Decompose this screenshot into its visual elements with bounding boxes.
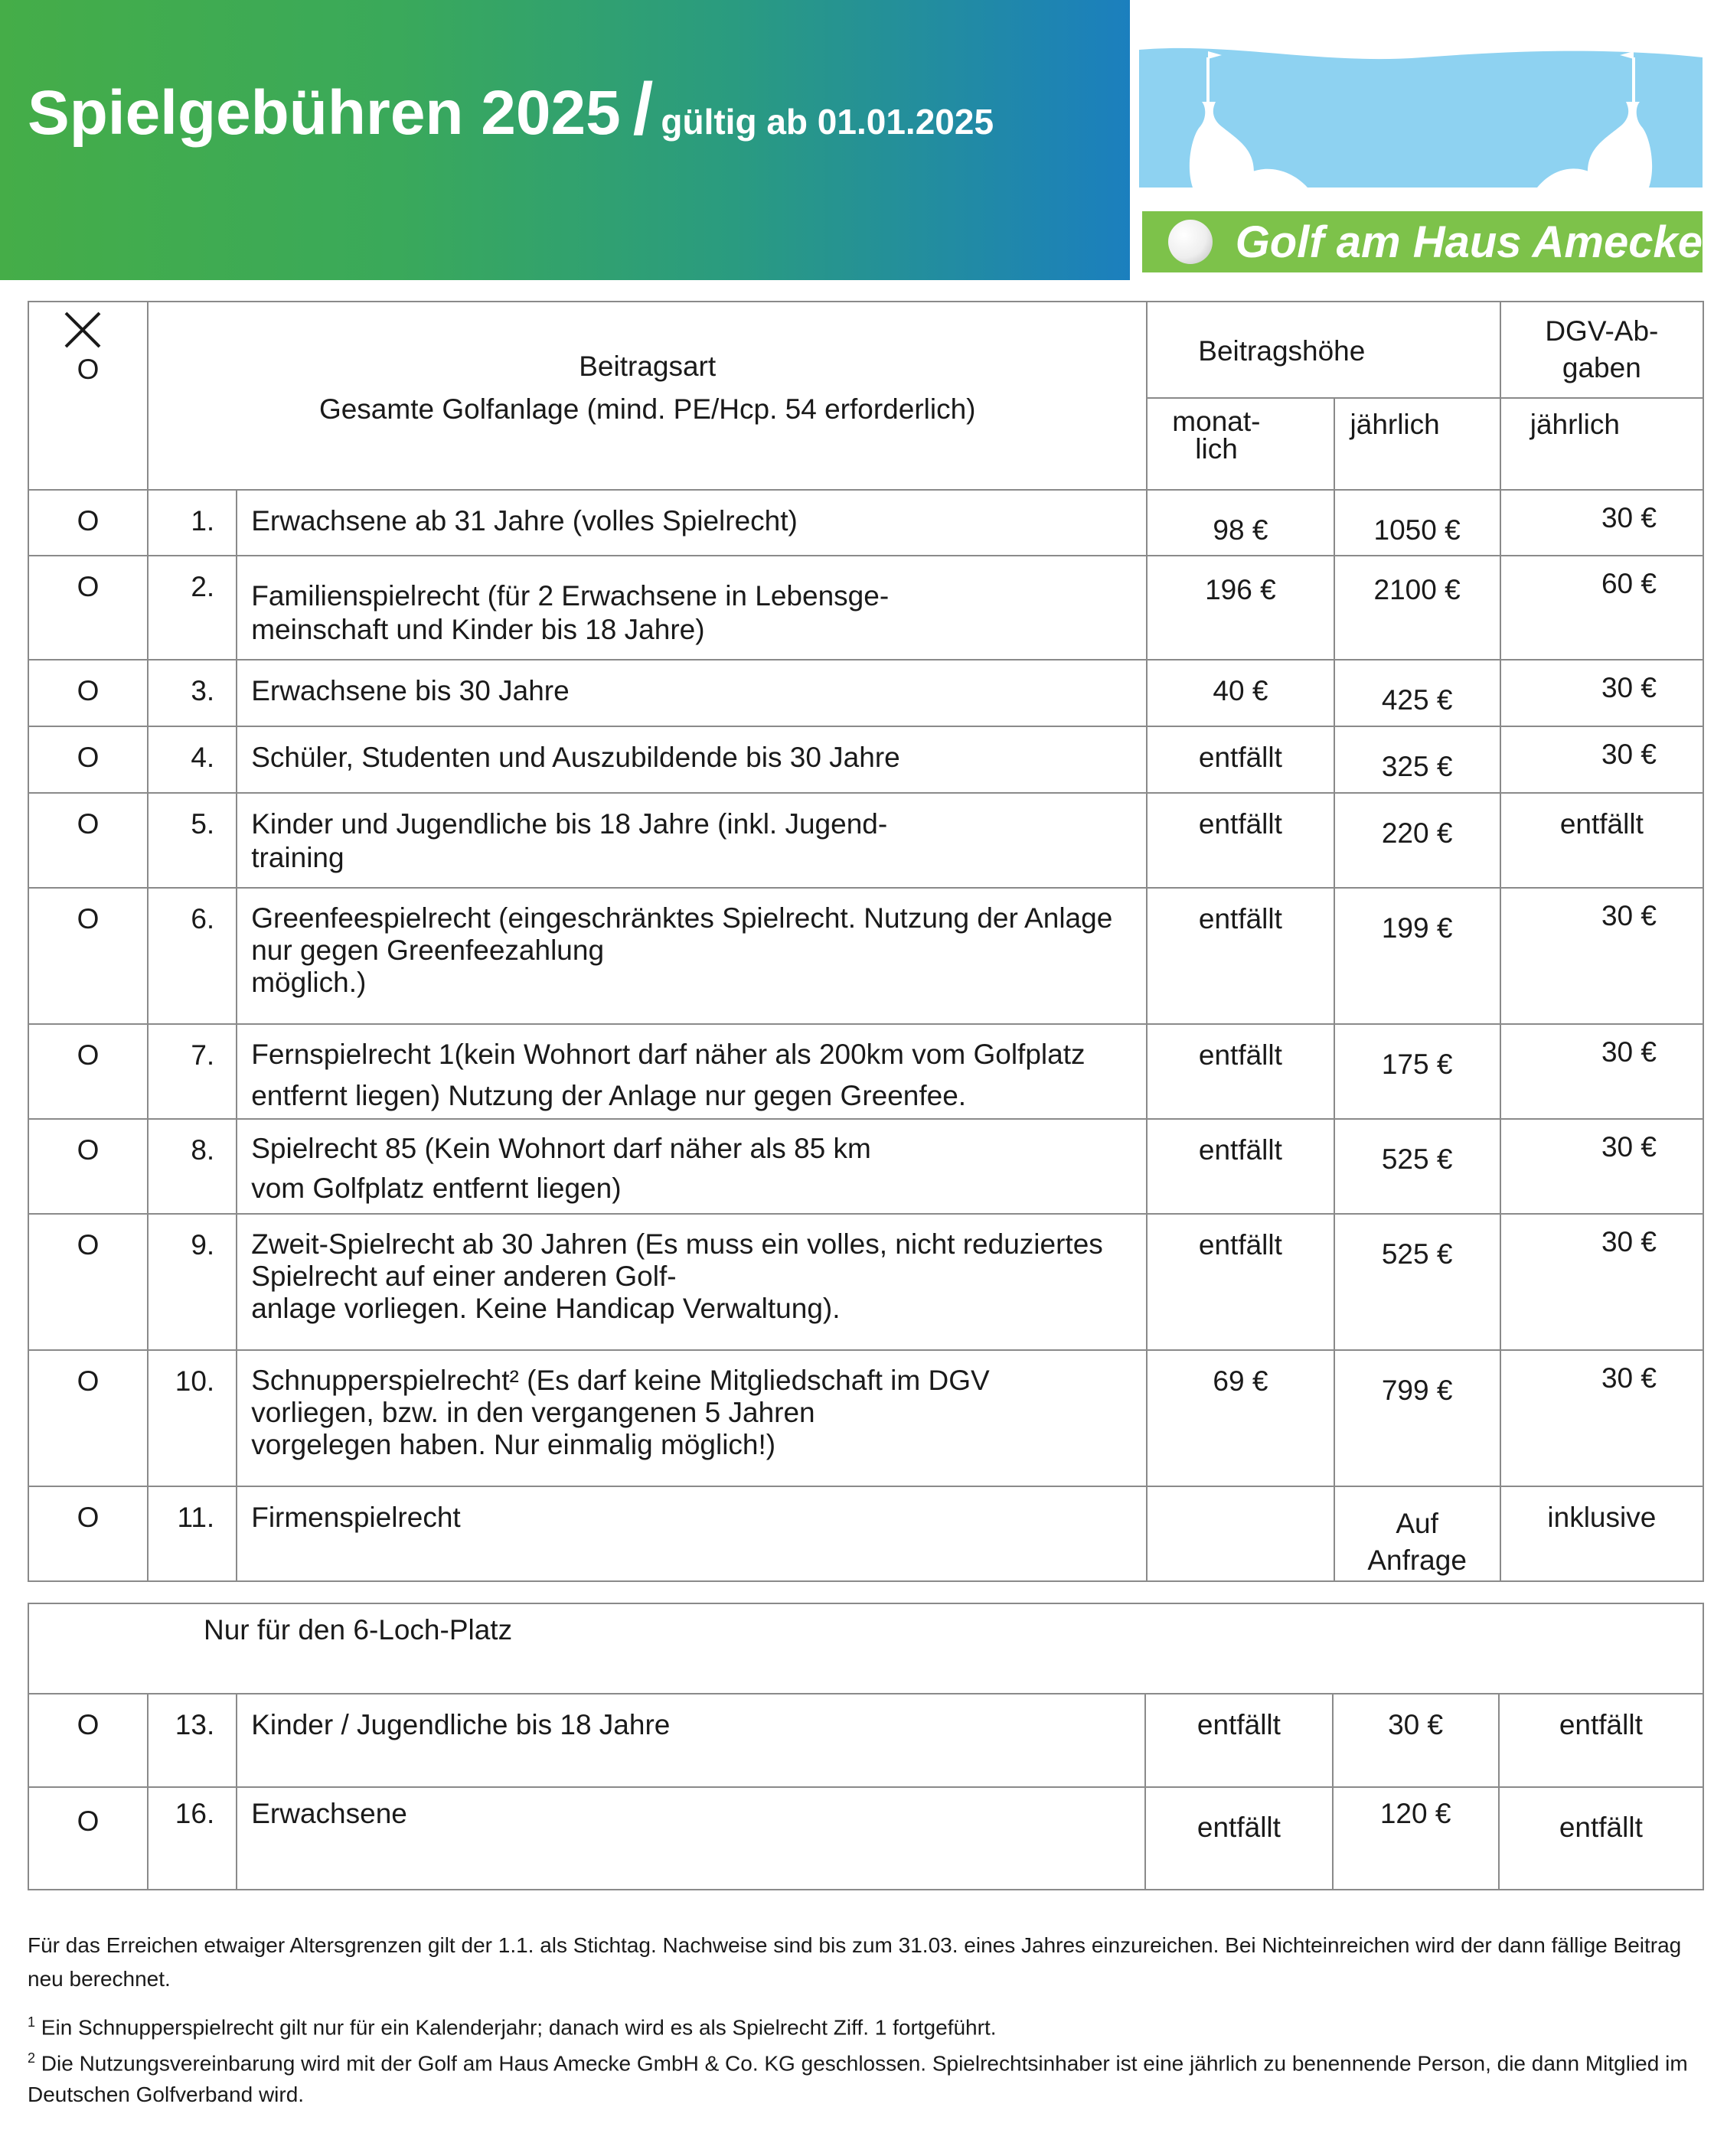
row-yearly: 175 € <box>1334 1024 1500 1119</box>
header-art-cell <box>148 302 1147 490</box>
row-mark: O <box>28 490 148 556</box>
header-monthly-line1: monat- <box>1172 406 1261 438</box>
table-row <box>28 1350 1703 1486</box>
row-yearly <box>1334 1486 1500 1581</box>
desc-line: vorliegen, bzw. in den vergangenen 5 Jahren <box>251 1397 815 1428</box>
header-dgv-cell <box>1500 302 1703 398</box>
row-number: 7. <box>148 1024 237 1119</box>
row-number: 4. <box>148 726 237 793</box>
row-number: 8. <box>148 1119 237 1214</box>
row-dgv: 30 € <box>1500 1214 1703 1350</box>
note-age-limits: Für das Erreichen etwaiger Altersgrenzen gilt der 1.1. als Stichtag. Nachweise sind bis zum 31.03. eines Jahres einzureichen. Bei Nichteinreichen wird der dann fällige Beitrag neu berechnet. <box>28 1933 1682 1991</box>
cross-icon <box>63 310 103 350</box>
yearly-line: Anfrage <box>1367 1544 1467 1576</box>
row-yearly: 525 € <box>1334 1214 1500 1350</box>
yearly-line: Auf <box>1396 1508 1438 1539</box>
row-monthly: entfällt <box>1147 1024 1334 1119</box>
castle-logo-icon <box>1139 42 1703 199</box>
row-mark: O <box>28 888 148 1024</box>
row-number: 5. <box>148 793 237 888</box>
table-row <box>28 660 1703 726</box>
logo-bar <box>1142 211 1703 272</box>
row-description <box>237 1024 1147 1119</box>
row-number: 3. <box>148 660 237 726</box>
section-title: Nur für den 6-Loch-Platz <box>28 1603 1703 1694</box>
row-number: 1. <box>148 490 237 556</box>
row-description <box>237 1214 1147 1350</box>
header-banner <box>0 0 1130 280</box>
row-monthly: entfällt <box>1145 1694 1332 1787</box>
row-description <box>237 490 1147 556</box>
header-amount-title: Beitragshöhe <box>1147 302 1500 398</box>
title-main: Spielgebühren 2025 <box>28 78 621 148</box>
desc-line: Familienspielrecht (für 2 Erwachsene in Lebensge- <box>251 580 890 612</box>
row-description <box>237 1350 1147 1486</box>
row-number: 13. <box>148 1694 237 1787</box>
header-monthly <box>1147 398 1334 490</box>
footnote-2 <box>28 2043 1712 2109</box>
row-dgv: 30 € <box>1500 726 1703 793</box>
row-monthly: entfällt <box>1147 793 1334 888</box>
row-monthly: entfällt <box>1145 1787 1332 1890</box>
row-dgv: entfällt <box>1500 793 1703 888</box>
desc-line: Kinder und Jugendliche bis 18 Jahre (inkl. Jugend- <box>251 808 888 840</box>
row-yearly: 2100 € <box>1334 556 1500 660</box>
row-yearly: 799 € <box>1334 1350 1500 1486</box>
table-row <box>28 1787 1703 1890</box>
row-mark: O <box>28 1024 148 1119</box>
row-description <box>237 660 1147 726</box>
header-art-subtitle: Gesamte Golfanlage (mind. PE/Hcp. 54 erforderlich) <box>318 393 976 425</box>
row-dgv: entfällt <box>1499 1694 1703 1787</box>
row-dgv: inklusive <box>1500 1486 1703 1581</box>
desc-line: möglich.) <box>251 967 367 998</box>
desc-line: Schnupperspielrecht² (Es darf keine Mitgliedschaft im DGV <box>251 1365 990 1396</box>
row-monthly: entfällt <box>1147 1119 1334 1214</box>
header-dgv-yearly: jährlich <box>1500 398 1703 490</box>
row-description <box>237 1119 1147 1214</box>
row-mark: O <box>28 726 148 793</box>
row-mark: O <box>28 1787 148 1890</box>
row-monthly: 40 € <box>1147 660 1334 726</box>
table-row <box>28 556 1703 660</box>
table-row <box>28 1024 1703 1119</box>
row-number: 9. <box>148 1214 237 1350</box>
table-row <box>28 1486 1703 1581</box>
row-dgv: 30 € <box>1500 1119 1703 1214</box>
desc-line: Schüler, Studenten und Auszubildende bis 30 Jahre <box>251 742 900 773</box>
golf-ball-icon <box>1168 220 1213 264</box>
row-yearly: 30 € <box>1333 1694 1499 1787</box>
desc-line: Spielrecht 85 (Kein Wohnort darf näher als 85 km <box>251 1133 871 1164</box>
row-description: Kinder / Jugendliche bis 18 Jahre <box>237 1694 1145 1787</box>
table-row <box>28 1694 1703 1787</box>
row-monthly: entfällt <box>1147 888 1334 1024</box>
row-monthly: 98 € <box>1147 490 1334 556</box>
row-monthly: 69 € <box>1147 1350 1334 1486</box>
desc-line: nur gegen Greenfeezahlung <box>251 934 605 966</box>
row-mark: O <box>28 793 148 888</box>
row-mark: O <box>28 660 148 726</box>
row-dgv: 30 € <box>1500 1350 1703 1486</box>
row-mark: O <box>28 1119 148 1214</box>
footnotes <box>28 1929 1712 2110</box>
row-monthly: entfällt <box>1147 1214 1334 1350</box>
row-number: 10. <box>148 1350 237 1486</box>
row-dgv: entfällt <box>1499 1787 1703 1890</box>
row-yearly: 199 € <box>1334 888 1500 1024</box>
footnote-1 <box>28 2007 1712 2043</box>
fee-table <box>28 301 1704 1582</box>
row-number: 6. <box>148 888 237 1024</box>
desc-line: Erwachsene bis 30 Jahre <box>251 675 570 706</box>
row-mark: O <box>28 1486 148 1581</box>
table-row <box>28 1119 1703 1214</box>
row-yearly: 220 € <box>1334 793 1500 888</box>
footnote-1-mark: 1 <box>28 2014 36 2030</box>
row-dgv: 30 € <box>1500 1024 1703 1119</box>
table-row <box>28 726 1703 793</box>
desc-line: entfernt liegen) Nutzung der Anlage nur gegen Greenfee. <box>251 1080 967 1111</box>
row-description: Erwachsene <box>237 1787 1145 1890</box>
row-description <box>237 888 1147 1024</box>
desc-line: Zweit-Spielrecht ab 30 Jahren (Es muss ein volles, nicht reduziertes <box>251 1228 1103 1260</box>
row-mark: O <box>28 1214 148 1350</box>
logo-text: Golf am Haus Amecke <box>1235 217 1703 267</box>
table-header-row <box>28 302 1703 398</box>
row-description <box>237 556 1147 660</box>
row-description <box>237 793 1147 888</box>
desc-line: Greenfeespielrecht (eingeschränktes Spielrecht. Nutzung der Anlage <box>251 902 1113 934</box>
section-title-row <box>28 1603 1703 1694</box>
row-mark: O <box>28 1350 148 1486</box>
desc-line: meinschaft und Kinder bis 18 Jahre) <box>251 614 705 645</box>
row-number: 16. <box>148 1787 237 1890</box>
header-monthly-line2: lich <box>1195 433 1238 465</box>
row-mark: O <box>28 556 148 660</box>
header-mark-cell <box>28 302 148 490</box>
row-monthly <box>1147 1486 1334 1581</box>
table-row <box>28 888 1703 1024</box>
header-dgv-line2: gaben <box>1562 352 1641 383</box>
footnote-1-text: Ein Schnupperspielrecht gilt nur für ein Kalenderjahr; danach wird es als Spielrecht Ziff. 1 fortgeführt. <box>35 2015 997 2040</box>
title-slash: / <box>632 68 654 150</box>
desc-line: anlage vorliegen. Keine Handicap Verwaltung). <box>251 1293 841 1324</box>
table-row <box>28 1214 1703 1350</box>
page-title <box>28 67 994 152</box>
desc-line: Spielrecht auf einer anderen Golf- <box>251 1261 677 1292</box>
desc-line: vom Golfplatz entfernt liegen) <box>251 1173 622 1204</box>
row-number: 11. <box>148 1486 237 1581</box>
row-dgv: 60 € <box>1500 556 1703 660</box>
row-yearly: 325 € <box>1334 726 1500 793</box>
header-mark: O <box>77 354 100 385</box>
desc-line: training <box>251 842 344 873</box>
row-yearly: 1050 € <box>1334 490 1500 556</box>
row-yearly: 120 € <box>1333 1787 1499 1890</box>
footnote-2-mark: 2 <box>28 2050 36 2066</box>
row-dgv: 30 € <box>1500 888 1703 1024</box>
six-hole-table <box>28 1603 1704 1890</box>
desc-line: Fernspielrecht 1(kein Wohnort darf näher als 200km vom Golfplatz <box>251 1039 1086 1070</box>
desc-line: Erwachsene ab 31 Jahre (volles Spielrecht) <box>251 505 798 537</box>
row-monthly: entfällt <box>1147 726 1334 793</box>
footnote-2-text: Die Nutzungsvereinbarung wird mit der Golf am Haus Amecke GmbH & Co. KG geschlossen. Spielrechtsinhaber ist eine jährlich zu benennende Person, die dann Mitglied im Deutschen Golfverband wird. <box>28 2051 1688 2106</box>
header-yearly: jährlich <box>1334 398 1500 490</box>
row-dgv: 30 € <box>1500 490 1703 556</box>
title-validity: gültig ab 01.01.2025 <box>661 102 994 142</box>
row-yearly: 525 € <box>1334 1119 1500 1214</box>
row-yearly: 425 € <box>1334 660 1500 726</box>
header-art-title: Beitragsart <box>579 351 717 382</box>
row-monthly: 196 € <box>1147 556 1334 660</box>
row-number: 2. <box>148 556 237 660</box>
table-row <box>28 490 1703 556</box>
row-mark: O <box>28 1694 148 1787</box>
row-dgv: 30 € <box>1500 660 1703 726</box>
desc-line: vorgelegen haben. Nur einmalig möglich!) <box>251 1429 776 1460</box>
row-description <box>237 1486 1147 1581</box>
desc-line: Firmenspielrecht <box>251 1502 461 1533</box>
row-description <box>237 726 1147 793</box>
header-dgv-line1: DGV-Ab- <box>1545 315 1659 347</box>
table-row <box>28 793 1703 888</box>
